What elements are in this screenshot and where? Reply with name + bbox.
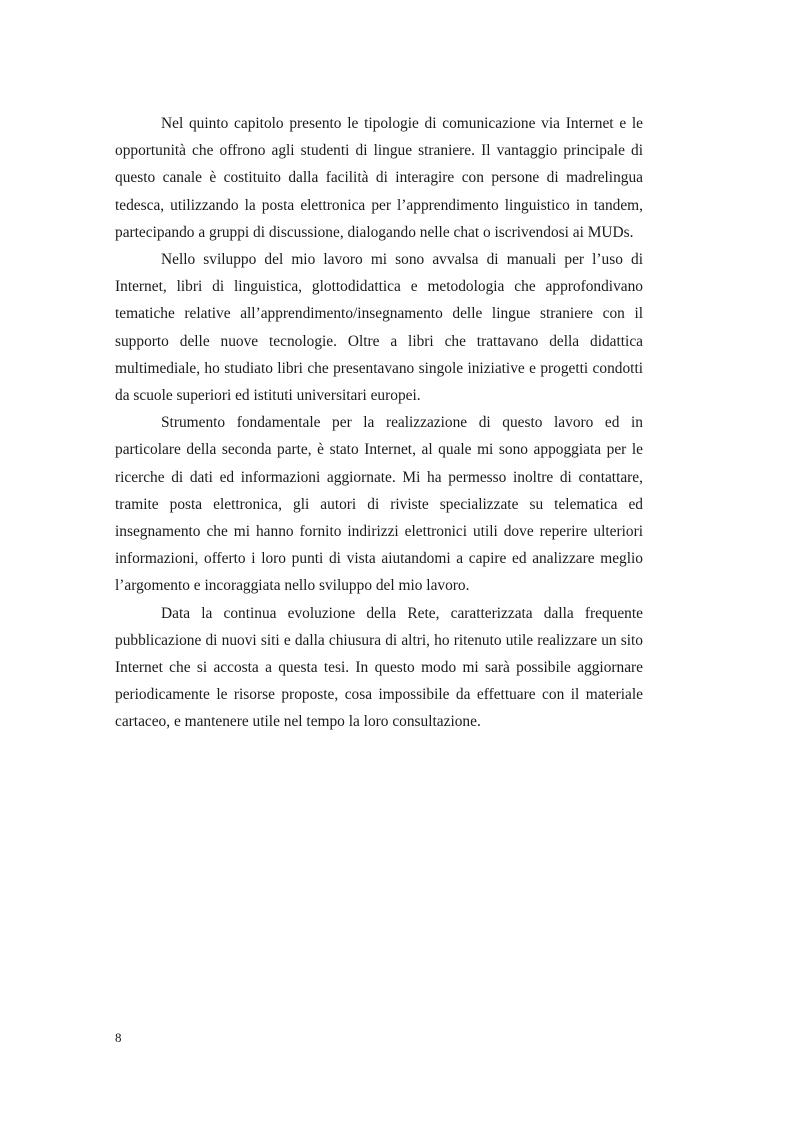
paragraph-3: Strumento fondamentale per la realizzazione di questo lavoro ed in particolare della seconda parte, è stato Internet, al quale mi sono appoggiata per le ricerche di dati ed informazioni aggiornate. Mi ha permesso inoltre di contattare, tramite posta elettronica, gli autori di riviste specializzate su telematica ed insegnamento che mi hanno fornito indirizzi elettronici utili dove reperire ulteriori informazioni, offerto i loro punti di vista aiutandomi a capire ed analizzare meglio l’argomento e incoraggiata nello sviluppo del mio lavoro.	[115, 414, 643, 595]
paragraph-2: Nello sviluppo del mio lavoro mi sono avvalsa di manuali per l’uso di Internet, libri di linguistica, glottodidattica e metodologia che approfondivano tematiche relative all’apprendimento/insegnamento delle lingue straniere con il supporto delle nuove tecnologie. Oltre a libri che trattavano della didattica multimediale, ho studiato libri che presentavano singole iniziative e progetti condotti da scuole superiori ed istituti universitari europei.	[115, 251, 643, 405]
paragraph-4: Data la continua evoluzione della Rete, caratterizzata dalla frequente pubblicazione di nuovi siti e dalla chiusura di altri, ho ritenuto utile realizzare un sito Internet che si accosta a questa tesi. In questo modo mi sarà possibile aggiornare periodicamente le risorse proposte, cosa impossibile da effettuare con il materiale cartaceo, e mantenere utile nel tempo la loro consultazione.	[115, 604, 643, 731]
page-number: 8	[115, 1030, 122, 1045]
paragraph-1: Nel quinto capitolo presento le tipologie di comunicazione via Internet e le opportunità che offrono agli studenti di lingue straniere. Il vantaggio principale di questo canale è costituito dalla facilità di interagire con persone di madrelingua tedesca, utilizzando la posta elettronica per l’apprendimento linguistico in tandem, partecipando a gruppi di discussione, dialogando nelle chat o iscrivendosi ai MUDs.	[115, 115, 643, 241]
body-text	[115, 110, 643, 736]
